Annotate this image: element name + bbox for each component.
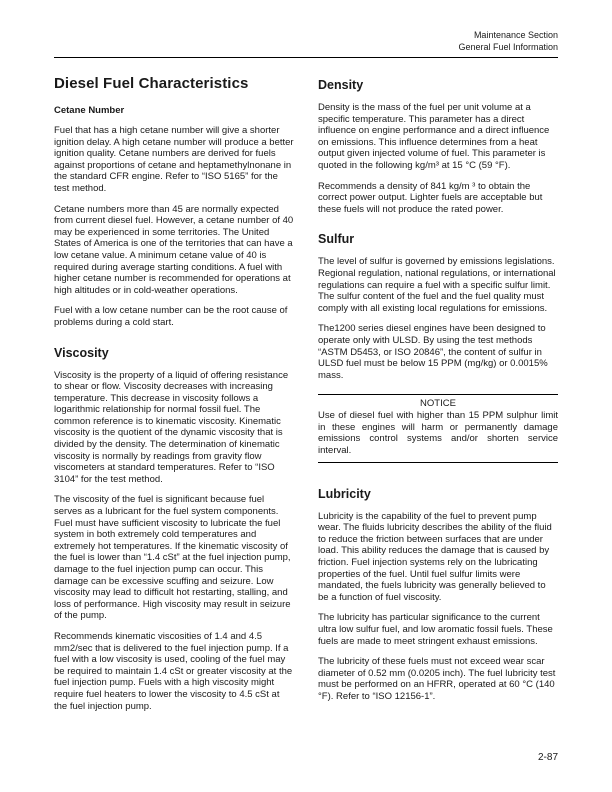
- notice-title: NOTICE: [420, 398, 456, 410]
- cetane-paragraph-2: Cetane numbers more than 45 are normally expected from current diesel fuel. However, a cetane number of 40 may be experienced in some territories. The United States of America is one of the territories that can have a low cetane value. A minimum cetane value of 40 is required during average starting conditions. A fuel with higher cetane number is recommended for operations at high altitudes or in cold-weather operations.: [54, 203, 294, 296]
- page-number: 2-87: [537, 752, 558, 763]
- notice-body: Use of diesel fuel with higher than 15 PPM sulphur limit in these engines will harm or permanently damage emissions control systems and/or shorten service interval.: [318, 410, 558, 457]
- heading-viscosity: Viscosity: [54, 345, 109, 360]
- page-body: [54, 75, 558, 721]
- density-paragraph-2: Recommends a density of 841 kg/m ³ to obtain the correct power output. Lighter fuels are acceptable but these fuels will not produce the rated power.: [318, 180, 543, 215]
- notice-box: [318, 394, 558, 462]
- header-section-title: Maintenance Section: [473, 30, 558, 40]
- heading-lubricity: Lubricity: [318, 486, 371, 501]
- sulfur-paragraph-2: The1200 series diesel engines have been designed to operate only with ULSD. By using the test methods “ASTM D5453, or ISO 20846”, the content of sulfur in ULSD fuel must be below 15 PPM (mg/kg) or 0.0015% mass.: [318, 323, 548, 381]
- lubricity-paragraph-1: Lubricity is the capability of the fuel to prevent pump wear. The fluids lubricity describes the ability of the fluid to reduce the friction between surfaces that are under load. This ability reduces the damage that is caused by friction. Fuel injection systems rely on the lubricating properties of the fuel. Until fuel sulfur limits were mandated, the fuels lubricity was generally believed to be a function of fuel viscosity.: [318, 510, 552, 603]
- right-column: [318, 75, 558, 721]
- viscosity-paragraph-3: Recommends kinematic viscosities of 1.4 and 4.5 mm2/sec that is delivered to the fuel injection pump. If a fuel with a low viscosity is used, cooling of the fuel may be required to maintain 1.4 cSt or greater viscosity at the fuel injection pump. Fuels with a high viscosity might require fuel heaters to lower the viscosity to 4.5 cSt at the fuel injection pump.: [54, 630, 293, 712]
- viscosity-paragraph-1: Viscosity is the property of a liquid of offering resistance to shear or flow. Viscosity decreases with increasing temperature. This decrease in viscosity follows a logarithmic relationship for normal fossil fuel. The common reference is to kinematic viscosity. Kinematic viscosity is the quotient of the dynamic viscosity that is divided by the density. The determination of kinematic viscosity is normally by readings from gravity flow viscometers at standard temperatures. Refer to “ISO 3104” for the test method.: [54, 369, 289, 485]
- heading-cetane-number: Cetane Number: [54, 105, 125, 116]
- page-header: [54, 30, 558, 58]
- heading-sulfur: Sulfur: [318, 232, 355, 247]
- header-divider: [54, 57, 558, 58]
- lubricity-paragraph-3: The lubricity of these fuels must not exceed wear scar diameter of 0.52 mm (0.0205 inch). The fuel lubricity test must be performed on an HFRR, operated at 60 °C (140 °F). Refer to “ISO 12156-1”.: [318, 656, 556, 702]
- page-title: Diesel Fuel Characteristics: [54, 75, 249, 92]
- density-paragraph-1: Density is the mass of the fuel per unit volume at a specific temperature. This parameter has a direct influence on engine performance and a direct influence on emissions. This influence determines from a heat output given injected volume of fuel. This parameter is quoted in the following kg/m³ at 15 °C (59 °F).: [318, 102, 550, 171]
- sulfur-paragraph-1: The level of sulfur is governed by emissions legislations. Regional regulation, national regulations, or international regulations can require a fuel with a specific sulfur limit. The sulfur content of the fuel and the fuel quality must comply with all existing local regulations for emissions.: [318, 256, 556, 314]
- lubricity-paragraph-2: The lubricity has particular significance to the current ultra low sulfur fuel, and low aromatic fossil fuels. These fuels are made to meet stringent exhaust emissions.: [318, 612, 553, 647]
- cetane-paragraph-3: Fuel with a low cetane number can be the root cause of problems during a cold start.: [54, 305, 288, 328]
- page-footer: [538, 752, 558, 764]
- cetane-paragraph-1: Fuel that has a high cetane number will give a shorter ignition delay. A high cetane number will produce a better ignition quality. Cetane numbers are derived for fuels against proportions of cetane and heptamethylnonane in the standard CFR engine. Refer to “ISO 5165” for the test method.: [54, 125, 294, 194]
- header-subsection-title: General Fuel Information: [458, 41, 558, 52]
- viscosity-paragraph-2: The viscosity of the fuel is significant because fuel serves as a lubricant for the fuel system components. Fuel must have sufficient viscosity to lubricate the fuel system in both extremely cold temperatures and extremely hot temperatures. If the kinematic viscosity of the fuel is lower than “1.4 cSt” at the fuel injection pump, damage to the fuel injection pump can occur. This damage can be excessive scuffing and seizure. Low viscosity may lead to difficult hot restarting, stalling, and loss of performance. High viscosity may result in seizure of the pump.: [54, 494, 291, 622]
- heading-density: Density: [318, 78, 364, 92]
- left-column: [54, 75, 294, 721]
